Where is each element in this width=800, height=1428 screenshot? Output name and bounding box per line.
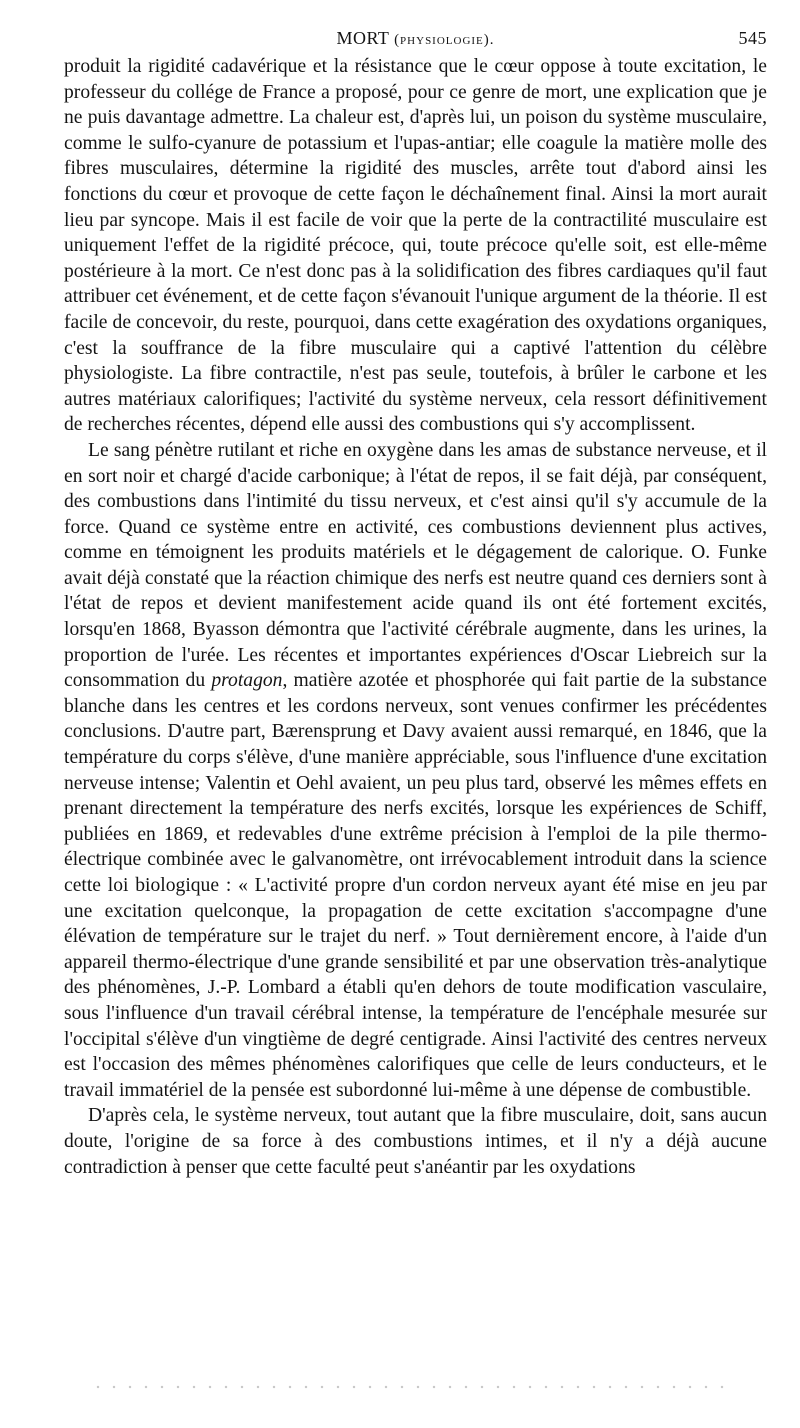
- running-header: [64, 28, 767, 54]
- paragraph-2-part-1: Le sang pénètre rutilant et riche en oxygène dans les amas de substance nerveuse, et il en sort noir et chargé d'acide carbonique; à l'état de repos, il se fait déjà, par conséquent, des combustions dans l'intimité du tissu nerveux, et c'est ainsi qu'il s'y accumule de la force. Quand ce système entre en activité, ces combustions deviennent plus actives, comme en témoignent les produits matériels et le dégagement de calorique. O. Funke avait déjà constaté que la réaction chimique des nerfs est neutre quand ces derniers sont à l'état de repos et devient manifestement acide quand ils ont été fortement excités, lorsqu'en 1868, Byasson démontra que l'activité cérébrale augmente, dans les urines, la proportion de l'urée. Les récentes et importantes expériences d'Oscar Liebreich sur la consommation du: [64, 439, 767, 692]
- paragraph-2: [64, 438, 767, 1103]
- paragraph-2-part-2: , matière azotée et phosphorée qui fait partie de la substance blanche dans les centres et les cordons nerveux, sont venues confirmer les précédentes conclusions. D'autre part, Bærensprung et Davy avaient aussi remarqué, en 1846, que la température du corps s'élève, d'une manière appréciable, sous l'influence d'une excitation nerveuse intense; Valentin et Oehl avaient, un peu plus tard, observé les mêmes effets en prenant directement la température des nerfs excités, lorsque les expériences de Schiff, publiées en 1869, et redevables d'une extrême précision à l'emploi de la pile thermo-électrique combinée avec le galvanomètre, ont irrévocablement introduit dans la science cette loi biologique : « L'activité propre d'un cordon nerveux ayant été mise en jeu par une excitation quelconque, la propagation de cette excitation s'accompagne d'une élévation de température sur le trajet du nerf. » Tout dernièrement encore, à l'aide d'un appareil thermo-électrique d'une grande sensibilité et par une observation très-analytique des phénomènes, J.-P. Lombard a établi qu'en dehors de toute modification vasculaire, sous l'influence d'un travail cérébral intense, la température de l'encéphale mesurée sur l'occipital s'élève d'un vingtième de degré centigrade. Ainsi l'activité des centres nerveux est l'occasion des mêmes phénomènes calorifiques que celle de leurs conducteurs, et le travail immatériel de la pensée est subordonné lui-même à une dépense de combustible.: [64, 670, 767, 1101]
- book-page: [64, 28, 767, 1180]
- protagon-term: protagon: [211, 670, 283, 692]
- paragraph-1: produit la rigidité cadavérique et la résistance que le cœur oppose à toute excitation, le professeur du collége de France a proposé, pour ce genre de mort, une explication que je ne puis davantage admettre. La chaleur est, d'après lui, un poison du système musculaire, comme le sulfo-cyanure de potassium et l'upas-antiar; elle coagule la matière molle des fibres musculaires, détermine la rigidité des muscles, arrête tout d'abord ainsi les fonctions du cœur et provoque de cette façon le déchaînement final. Ainsi la mort aurait lieu par syncope. Mais il est facile de voir que la perte de la contractilité musculaire est uniquement l'effet de la rigidité précoce, qui, toute précoce qu'elle soit, est elle-même postérieure à la mort. Ce n'est donc pas à la solidification des fibres cardiaques qu'il faut attribuer cet événement, et de cette façon s'évanouit l'unique argument de la théorie. Il est facile de concevoir, du reste, pourquoi, dans cette exagération des oxydations organiques, c'est la souffrance de la fibre musculaire qui a captivé l'attention du célèbre physiologiste. La fibre contractile, n'est pas seule, toutefois, à brûler le carbone et les autres matériaux calorifiques; l'activité du système nerveux, cela ressort définitivement de recherches récentes, dépend elle aussi des combustions qui s'y accomplissent.: [64, 56, 767, 436]
- page-number: 545: [738, 28, 767, 48]
- running-title: [64, 28, 767, 49]
- bottom-print-marks: [90, 1384, 730, 1390]
- running-title-main: MORT: [336, 28, 390, 48]
- running-title-sub: (physiologie).: [394, 32, 495, 48]
- body-text: [64, 54, 767, 1180]
- paragraph-3: D'après cela, le système nerveux, tout autant que la fibre musculaire, doit, sans aucun doute, l'origine de sa force à des combustions intimes, et il n'y a déjà aucune contradiction à penser que cette faculté peut s'anéantir par les oxydations: [64, 1105, 767, 1178]
